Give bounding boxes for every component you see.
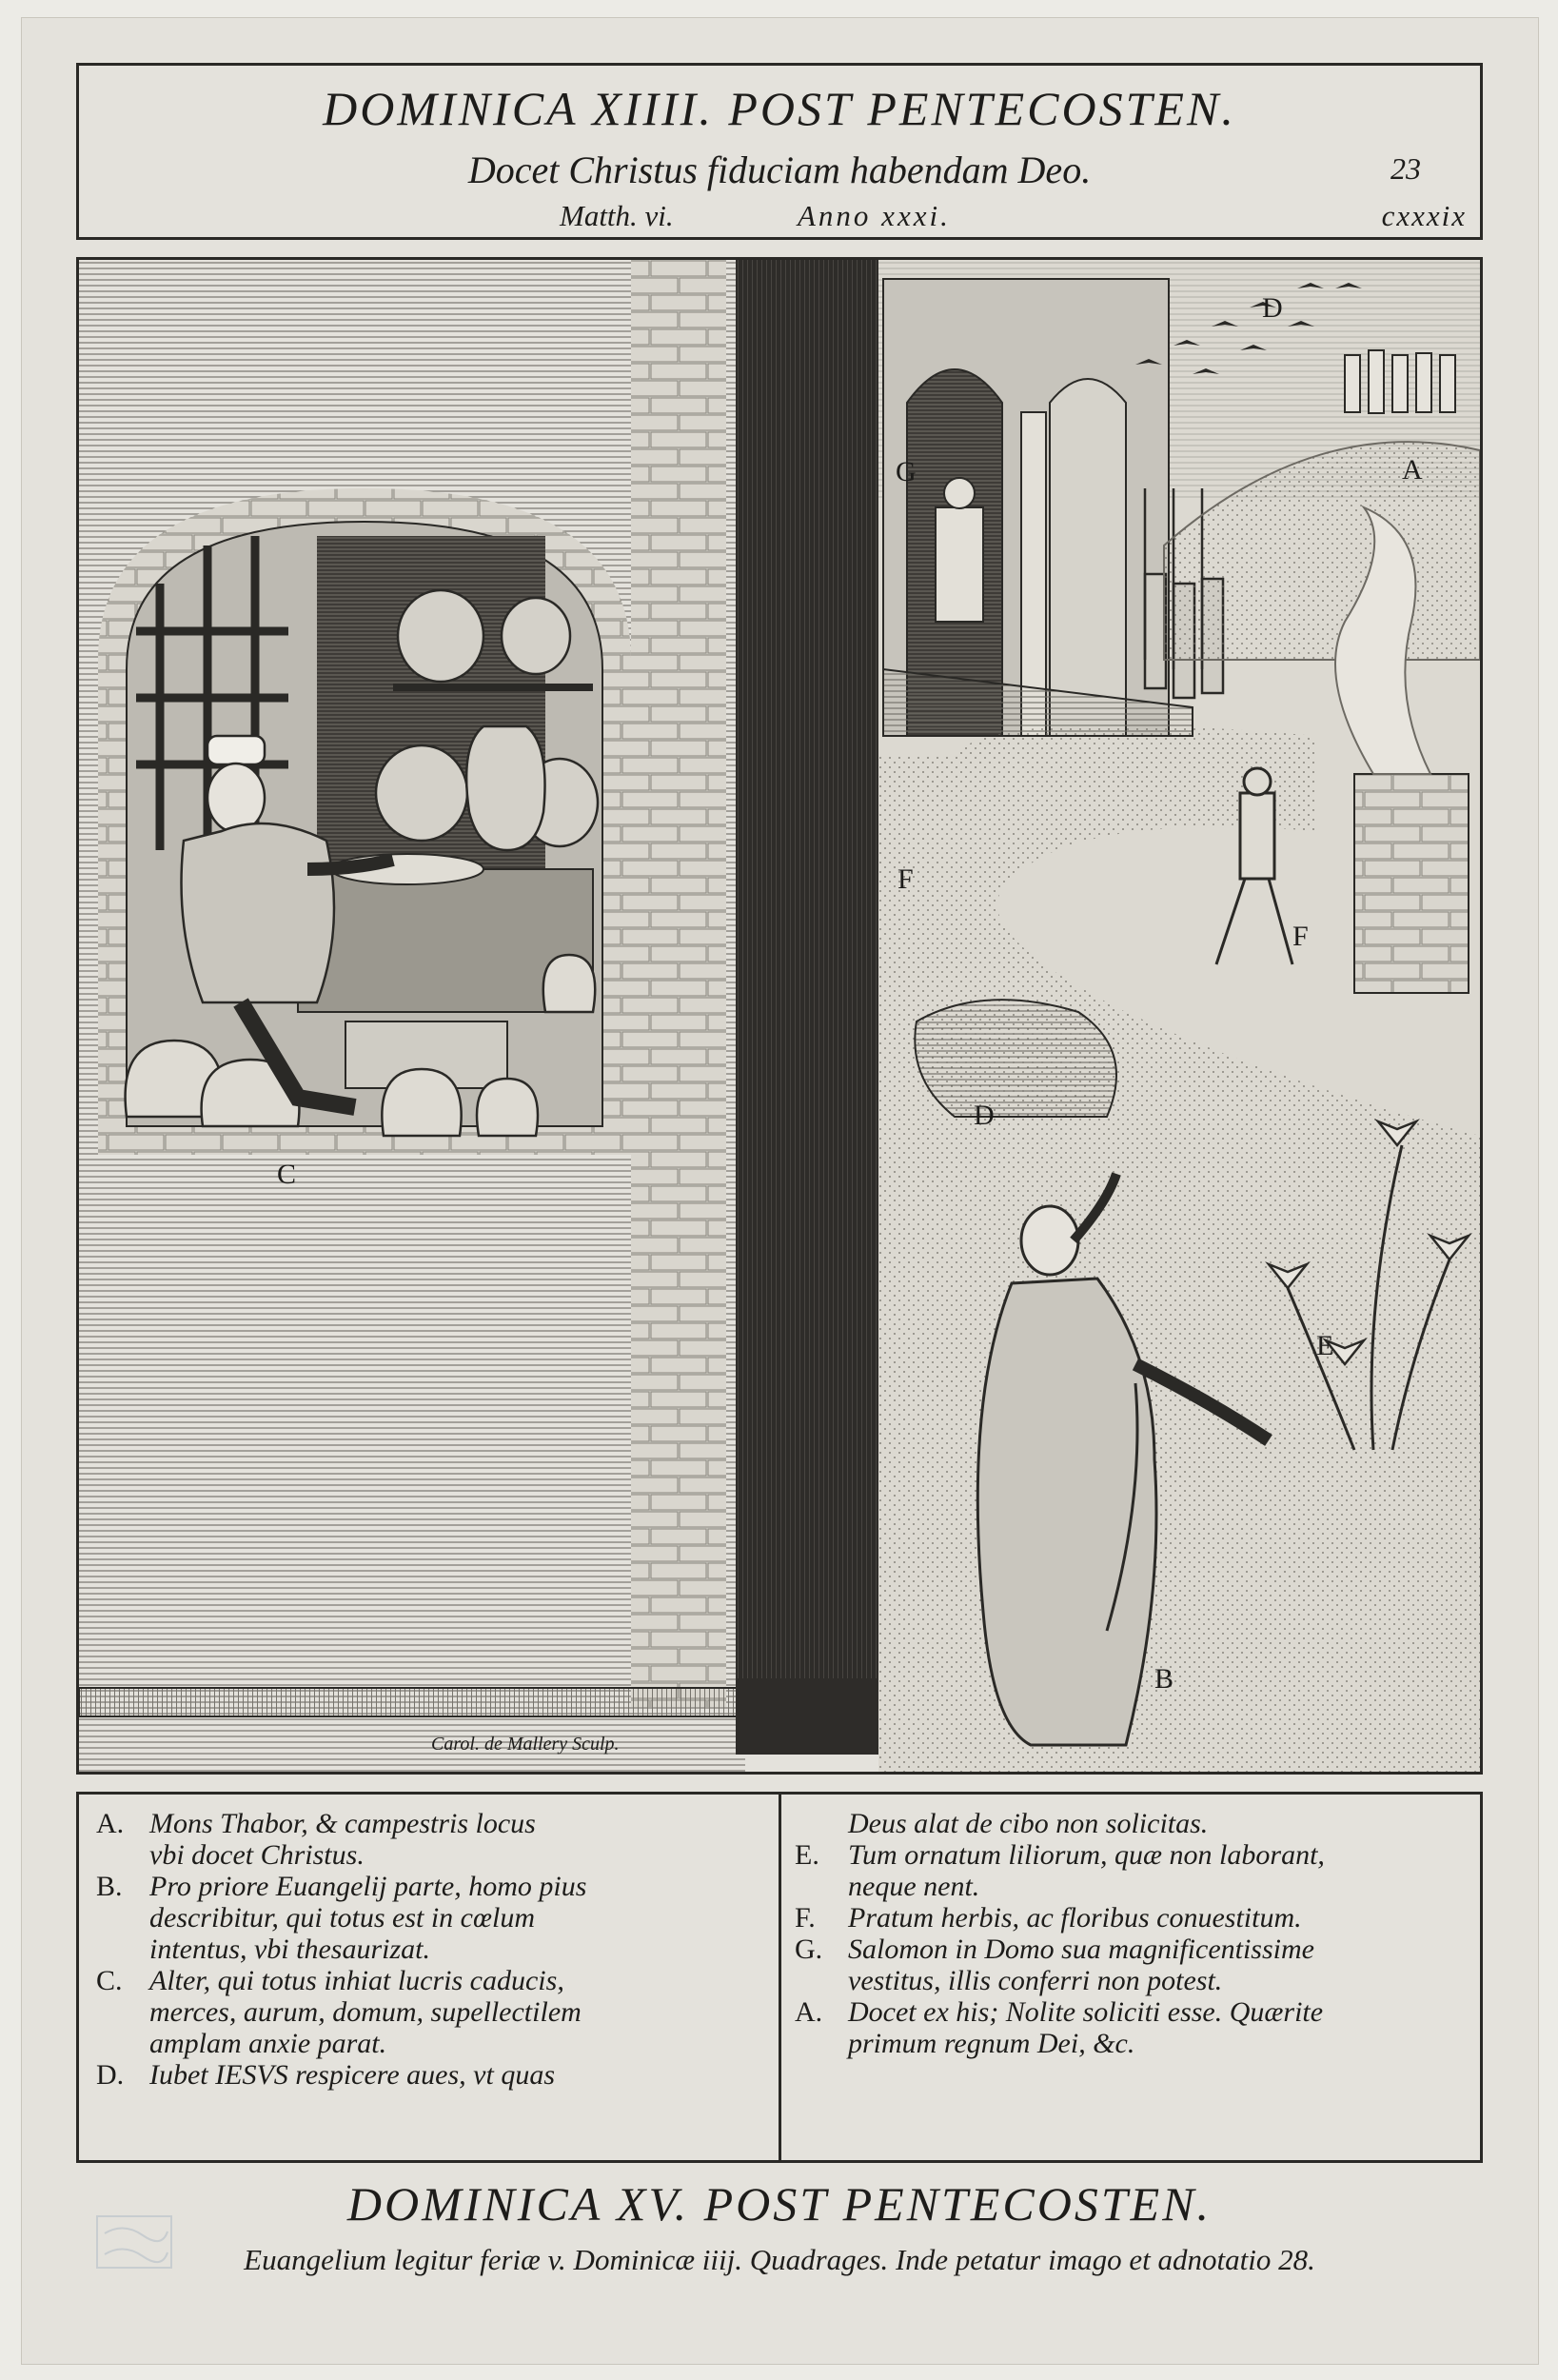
- legend-divider: [779, 1795, 781, 2160]
- legend-line: merces, aurum, domum, supellectilem: [149, 1996, 582, 2028]
- shelf: [393, 684, 593, 691]
- footer-title: DOMINICA XV. POST PENTECOSTEN.: [346, 2177, 1213, 2231]
- legend-entry-d-continuation: Deus alat de cibo non solicitas.: [848, 1808, 1209, 1839]
- legend-entry-f: [795, 1902, 1470, 1934]
- legend-line: Alter, qui totus inhiat lucris caducis,: [149, 1965, 564, 1996]
- year-reference: Anno xxxi.: [798, 199, 951, 232]
- legend-key: B.: [96, 1871, 123, 1902]
- legend-entry-c: [96, 1965, 762, 2059]
- legend-left-column: [96, 1808, 762, 2091]
- legend-line: Salomon in Domo sua magnificentissime: [848, 1934, 1314, 1965]
- label-letter-g: G: [896, 456, 917, 487]
- legend-entry-a-summary: [795, 1996, 1470, 2059]
- legend-line: Pro priore Euangelij parte, homo pius: [149, 1871, 587, 1902]
- footer-subtitle: Euangelium legitur feriæ v. Dominicæ iiij. Quadrages. Inde petatur imago et adnotatio 28.: [244, 2243, 1315, 2276]
- legend-key: D.: [96, 2059, 125, 2091]
- label-letter-b: B: [1154, 1663, 1174, 1695]
- engraver-signature: Carol. de Mallery Sculp.: [431, 1734, 620, 1755]
- legend-line: Iubet IESVS respicere aues, vt quas: [149, 2059, 555, 2091]
- legend-key: C.: [96, 1965, 123, 1996]
- legend-entry-d: [96, 2059, 762, 2091]
- legend-key: A.: [96, 1808, 125, 1839]
- label-letter-a: A: [1402, 454, 1423, 486]
- label-letter-d-sky: D: [1262, 292, 1283, 324]
- legend-entry-g: [795, 1934, 1470, 1996]
- legend-line: Mons Thabor, & campestris locus: [149, 1808, 536, 1839]
- legend-line: amplam anxie parat.: [149, 2028, 387, 2059]
- legend-line: Docet ex his; Nolite soliciti esse. Quærite: [848, 1996, 1324, 2028]
- legend-entry-e: [795, 1839, 1470, 1902]
- legend-line: neque nent.: [848, 1871, 980, 1902]
- engraving-scene: [79, 260, 1480, 1772]
- gospel-reference: Matth. vi.: [560, 199, 674, 232]
- brick-pilaster: [631, 260, 726, 1707]
- oven: [1354, 774, 1469, 993]
- legend-key: A.: [795, 1996, 823, 2028]
- legend-entry-a: [96, 1808, 762, 1871]
- legend-key: G.: [795, 1934, 823, 1965]
- legend-line: vbi docet Christus.: [149, 1839, 365, 1871]
- legend-entry-b: [96, 1871, 762, 1965]
- legend-line: Pratum herbis, ac floribus conuestitum.: [848, 1902, 1302, 1934]
- legend-box: [76, 1792, 1483, 2163]
- header-title: DOMINICA XIIII. POST PENTECOSTEN.: [323, 82, 1236, 135]
- folio-number: 23: [1390, 151, 1421, 186]
- label-letter-f-right: F: [1292, 921, 1309, 952]
- engraving-image: [76, 257, 1483, 1775]
- label-letter-f-left: F: [897, 863, 914, 895]
- label-letter-e: E: [1316, 1330, 1334, 1361]
- floor-baseboard: [79, 1688, 745, 1716]
- label-letter-c: C: [277, 1159, 297, 1190]
- label-letter-d-birds: D: [974, 1100, 995, 1131]
- header-frame: [76, 63, 1483, 240]
- legend-key: F.: [795, 1902, 816, 1934]
- legend-line: vestitus, illis conferri non potest.: [848, 1965, 1223, 1996]
- bird-mound: [915, 1000, 1116, 1117]
- legend-line: Tum ornatum liliorum, quæ non laborant,: [848, 1839, 1325, 1871]
- legend-line: intentus, vbi thesaurizat.: [149, 1934, 430, 1965]
- legend-key: E.: [795, 1839, 819, 1871]
- plate-roman-number: cxxxix: [1381, 199, 1467, 232]
- ewer: [466, 726, 544, 850]
- header-subtitle: Docet Christus fiduciam habendam Deo.: [467, 149, 1092, 191]
- legend-right-column: [795, 1808, 1470, 2059]
- legend-line: describitur, qui totus est in cœlum: [149, 1902, 535, 1934]
- legend-line: primum regnum Dei, &c.: [848, 2028, 1135, 2059]
